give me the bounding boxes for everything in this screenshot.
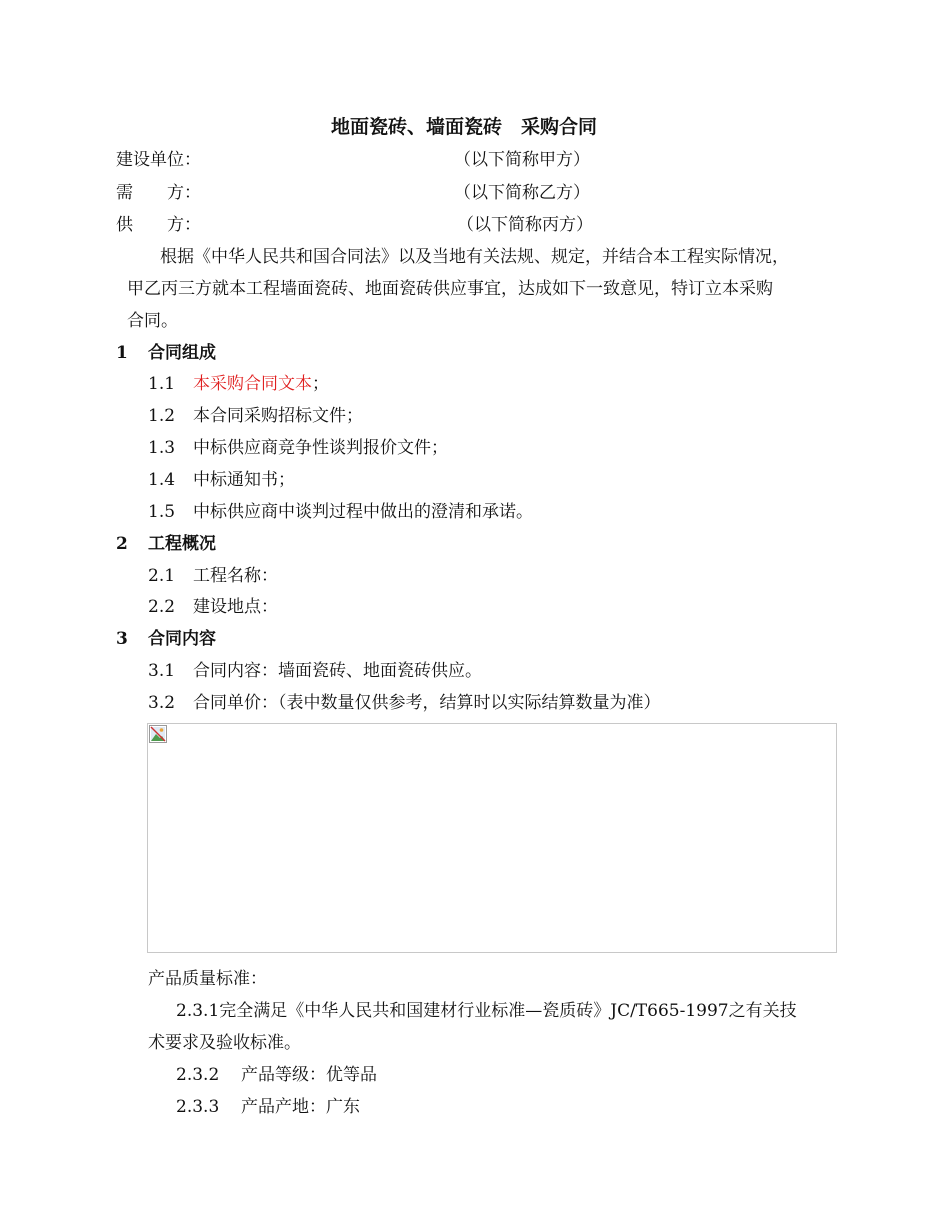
item-1-5-number: 1.5 — [148, 502, 176, 522]
item-1-5-text: 中标供应商中谈判过程中做出的澄清和承诺。 — [193, 502, 533, 522]
quality-item-3-text: 产品产地：广东 — [241, 1097, 360, 1117]
quality-heading: 产品质量标准： — [148, 969, 267, 989]
party-buyer-label: 需 方： — [116, 183, 201, 203]
section-3-heading: 合同内容 — [148, 629, 216, 649]
section-2-heading: 工程概况 — [148, 534, 216, 554]
intro-line-1: 根据《中华人民共和国合同法》以及当地有关法规、规定，并结合本工程实际情况， — [160, 247, 789, 267]
quality-item-1-line-1: 2.3.1完全满足《中华人民共和国建材行业标准—瓷质砖》JC/T665-1997之有关技 — [176, 1001, 797, 1021]
section-1-heading: 合同组成 — [148, 343, 216, 363]
section-3-number: 3 — [116, 629, 128, 649]
item-1-3-number: 1.3 — [148, 438, 176, 458]
party-builder-label: 建设单位： — [116, 150, 201, 170]
section-2-number: 2 — [116, 534, 128, 554]
item-1-3-text: 中标供应商竞争性谈判报价文件； — [193, 438, 448, 458]
quality-item-2-number: 2.3.2 — [176, 1065, 220, 1085]
quality-item-3-number: 2.3.3 — [176, 1097, 220, 1117]
item-1-1-text — [193, 372, 329, 396]
party-buyer-note: （以下简称乙方） — [454, 183, 590, 203]
party-builder-note: （以下简称甲方） — [454, 150, 590, 170]
item-2-1-number: 2.1 — [148, 566, 176, 586]
item-1-2-text: 本合同采购招标文件； — [193, 406, 363, 426]
item-3-2-number: 3.2 — [148, 693, 176, 713]
intro-line-3: 合同。 — [127, 311, 178, 331]
item-1-2-number: 1.2 — [148, 406, 176, 426]
quality-item-1-line-2: 术要求及验收标准。 — [148, 1033, 301, 1053]
item-1-1-suffix: ； — [312, 374, 329, 394]
item-3-1-text: 合同内容：墙面瓷砖、地面瓷砖供应。 — [193, 661, 482, 681]
quality-item-2-text: 产品等级：优等品 — [241, 1065, 377, 1085]
intro-line-2: 甲乙丙三方就本工程墙面瓷砖、地面瓷砖供应事宜，达成如下一致意见，特订立本采购 — [127, 279, 773, 299]
item-2-2-text: 建设地点： — [193, 597, 278, 617]
document-title: 地面瓷砖、墙面瓷砖 采购合同 — [331, 116, 598, 138]
item-2-1-text: 工程名称： — [193, 566, 278, 586]
item-1-1-highlight: 本采购合同文本 — [193, 374, 312, 394]
section-1-number: 1 — [116, 343, 128, 363]
item-1-4-text: 中标通知书； — [193, 470, 295, 490]
item-3-1-number: 3.1 — [148, 661, 176, 681]
party-supplier-note: （以下简称丙方） — [457, 215, 593, 235]
item-2-2-number: 2.2 — [148, 597, 176, 617]
item-1-1-number: 1.1 — [148, 374, 176, 394]
item-3-2-text: 合同单价：（表中数量仅供参考，结算时以实际结算数量为准） — [193, 693, 661, 713]
price-table-image — [147, 723, 837, 953]
party-supplier-label: 供 方： — [116, 215, 201, 235]
item-1-4-number: 1.4 — [148, 470, 176, 490]
broken-image-icon — [149, 725, 167, 743]
